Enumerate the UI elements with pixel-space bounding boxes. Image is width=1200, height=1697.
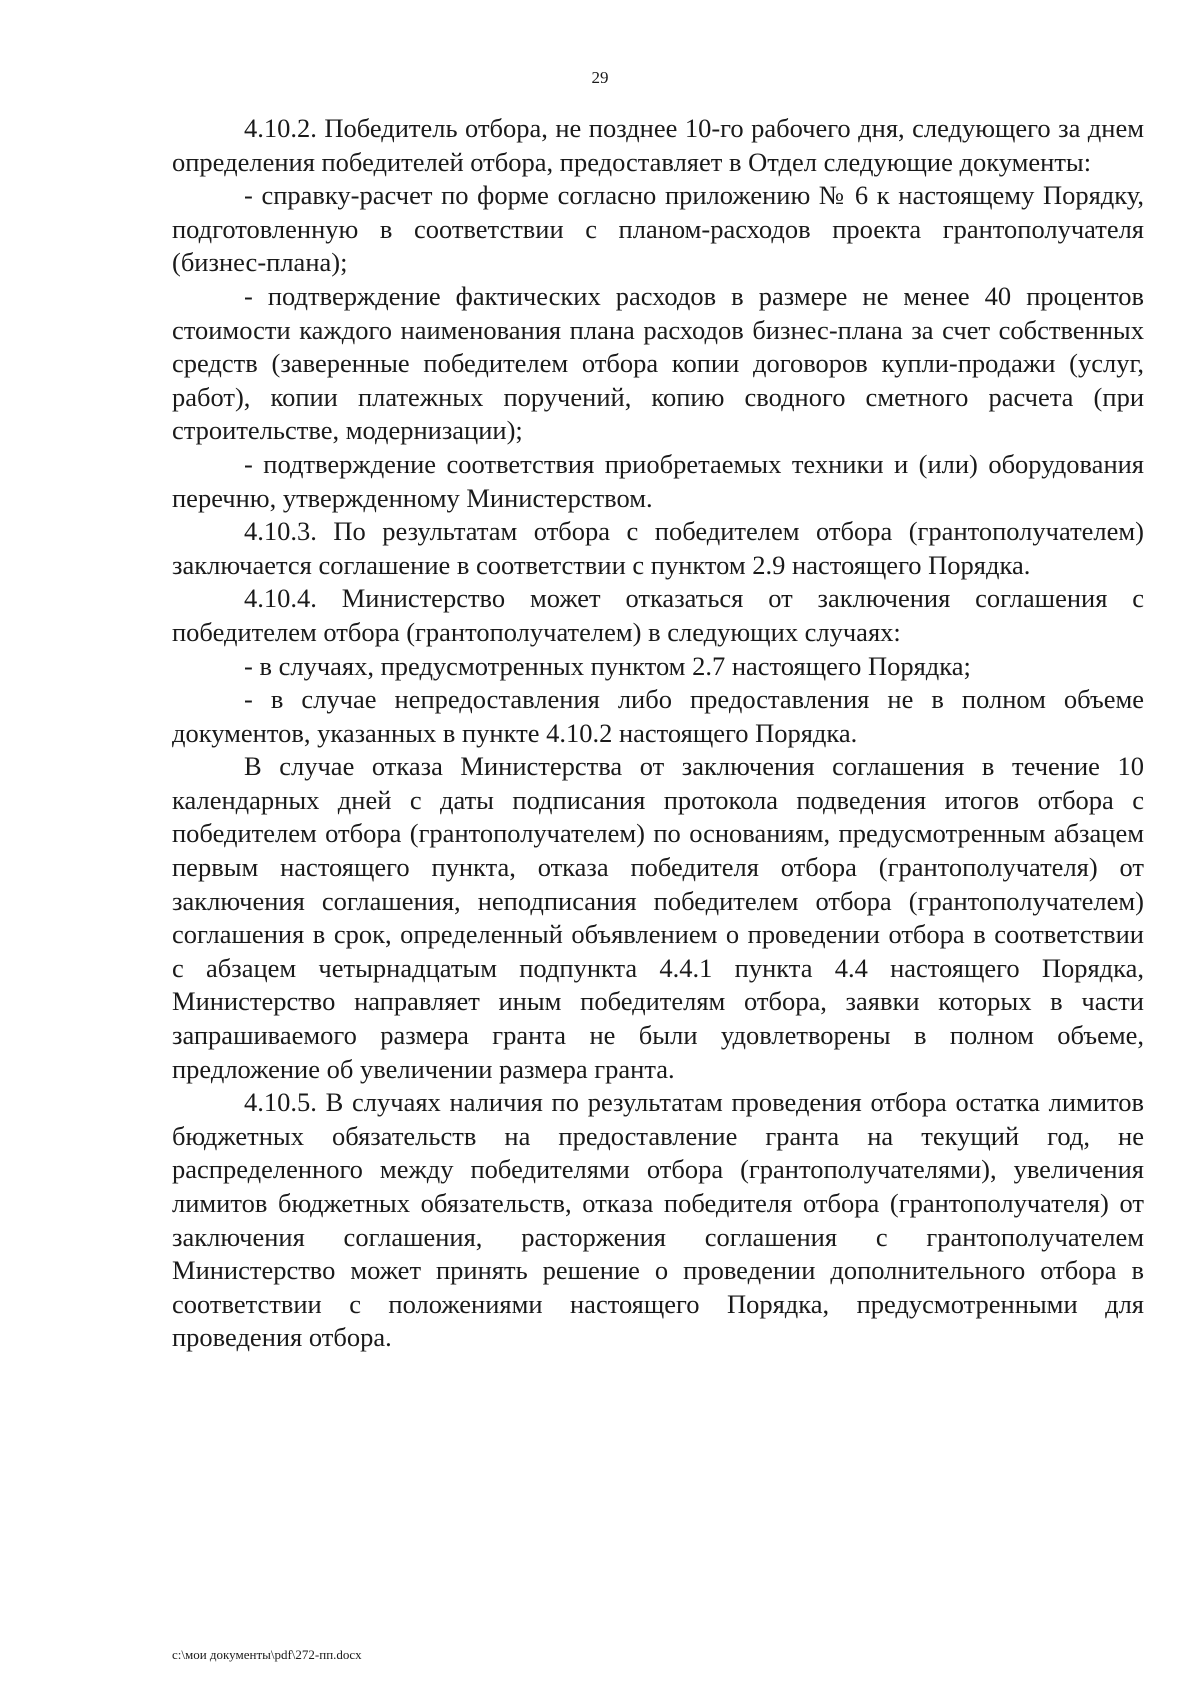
list-item-cases-2-7: - в случаях, предусмотренных пунктом 2.7 настоящего Порядка; — [244, 650, 971, 681]
list-item-calculation-certificate: - справку-расчет по форме согласно приложению № 6 к настоящему Порядку, подготовленную в соответствии с планом-расходов проекта грантополучателя (бизнес-плана); — [172, 180, 1144, 278]
paragraph-4-10-5: 4.10.5. В случаях наличия по результатам проведения отбора остатка лимитов бюджетных обязательств на предоставление гранта на текущий год, не распределенного между победителями отбора (грантополучателями), увеличения лимитов бюджетных обязательств, отказа победителя отбора (грантополучателя) от заключения соглашения, расторжения соглашения с грантополучателем Министерство может принять решение о проведении дополнительного отбора в соответствии с положениями настоящего Порядка, предусмотренными для проведения отбора. — [172, 1087, 1144, 1353]
footer-file-path: c:\мои документы\pdf\272-пп.docx — [172, 1647, 362, 1662]
document-body — [172, 112, 1144, 1355]
list-item-missing-documents: - в случае непредоставления либо предоставления не в полном объеме документов, указанных в пункте 4.10.2 настоящего Порядка. — [172, 684, 1144, 748]
paragraph-4-10-4: 4.10.4. Министерство может отказаться от заключения соглашения с победителем отбора (грантополучателем) в следующих случаях: — [172, 583, 1144, 647]
paragraph-4-10-3: 4.10.3. По результатам отбора с победителем отбора (грантополучателем) заключается соглашение в соответствии с пунктом 2.9 настоящего Порядка. — [172, 516, 1144, 580]
page-number: 29 — [591, 68, 609, 87]
list-item-expense-confirmation: - подтверждение фактических расходов в размере не менее 40 процентов стоимости каждого наименования плана расходов бизнес-плана за счет собственных средств (заверенные победителем отбора копии договоров купли-продажи (услуг, работ), копии платежных поручений, копию сводного сметного расчета (при строительстве, модернизации); — [172, 280, 1144, 446]
paragraph-4-10-2: 4.10.2. Победитель отбора, не позднее 10-го рабочего дня, следующего за днем определения победителей отбора, предоставляет в Отдел следующие документы: — [172, 113, 1144, 177]
list-item-equipment-compliance: - подтверждение соответствия приобретаемых техники и (или) оборудования перечню, утвержденному Министерством. — [172, 448, 1144, 513]
paragraph-refusal-case: В случае отказа Министерства от заключения соглашения в течение 10 календарных дней с даты подписания протокола подведения итогов отбора с победителем отбора (грантополучателем) по основаниям, предусмотренным абзацем первым настоящего пункта, отказа победителя отбора (грантополучателя) от заключения соглашения, неподписания победителем отбора (грантополучателем) соглашения в срок, определенный объявлением о проведении отбора в соответствии с абзацем четырнадцатым подпункта 4.4.1 пункта 4.4 настоящего Порядка, Министерство направляет иным победителям отбора, заявки которых в части запрашиваемого размера гранта не были удовлетворены в полном объеме, предложение об увеличении размера гранта. — [172, 751, 1144, 1084]
